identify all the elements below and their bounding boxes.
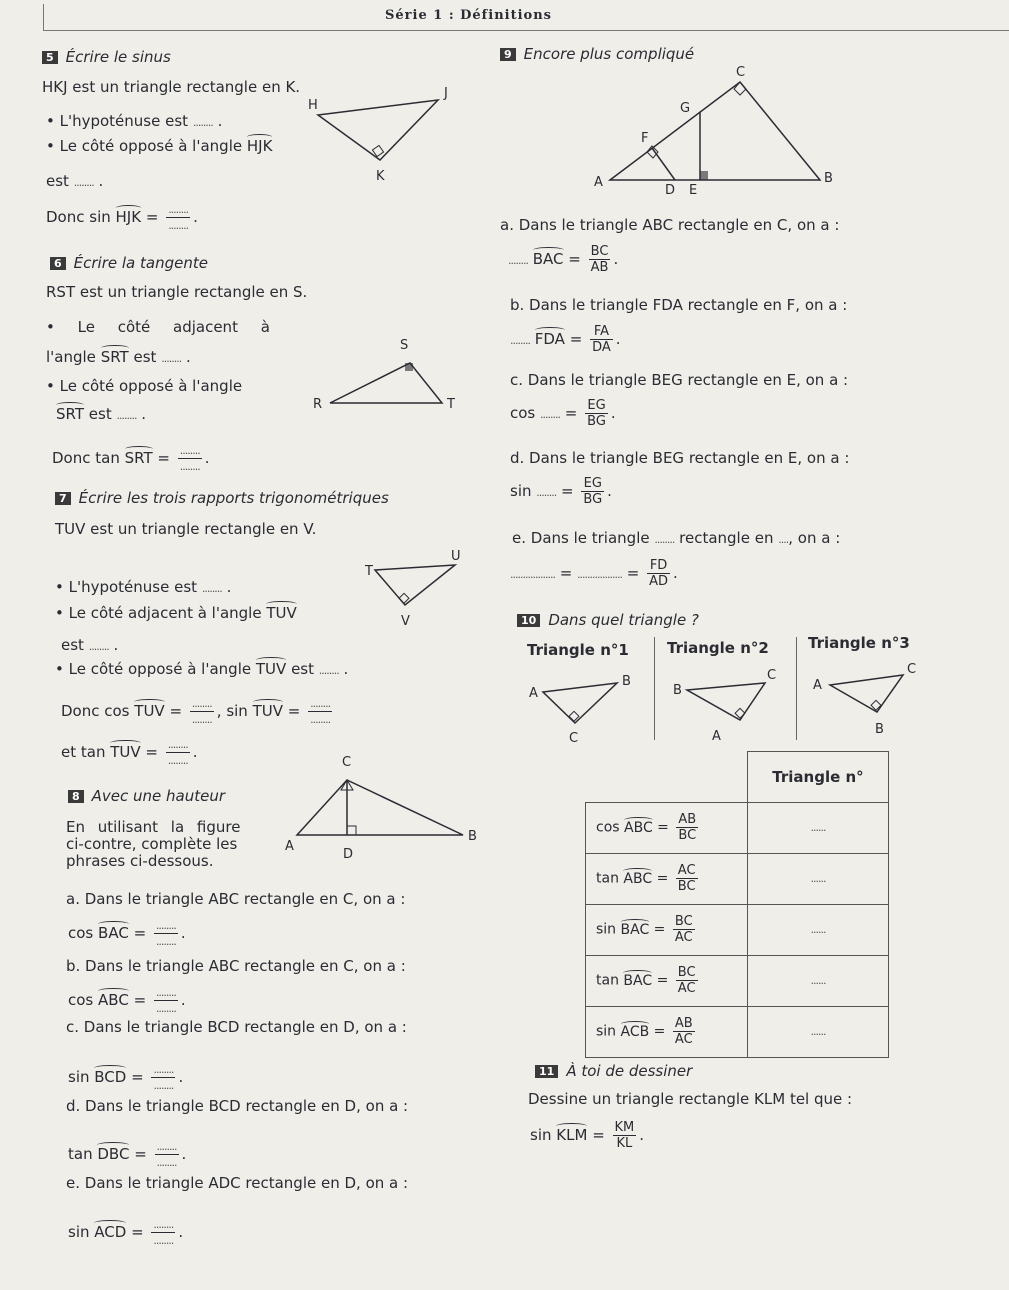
- ex7-tan-fraction[interactable]: [166, 737, 190, 768]
- ex8-c: c. Dans le triangle BCD rectangle en D, on a :: [66, 1018, 407, 1036]
- ex9-label-c: C: [736, 65, 746, 80]
- ex10-row-2-den: BC: [677, 879, 696, 894]
- ex5-q1-text: • L'hypoténuse est: [46, 112, 189, 130]
- ex10-triangle-2: [665, 665, 790, 745]
- ex5-q1: • L'hypoténuse est ........ .: [46, 112, 223, 130]
- ex6-q2b-text: est: [88, 405, 112, 423]
- ex7-q2: [55, 604, 297, 622]
- ex7-donc-text: Donc cos: [61, 702, 130, 720]
- ex9-e-eq: .................. = .................. = $\frac{FD}{AD}$ .: [510, 558, 678, 589]
- ex10-triangle-3-label: Triangle n°3: [808, 634, 910, 652]
- ex10-t2-label-b: B: [673, 683, 682, 698]
- ex10-row-3-answer[interactable]: ......: [748, 904, 889, 955]
- ex8-d-fraction[interactable]: [155, 1139, 179, 1170]
- ex5-num-blank[interactable]: ........: [168, 203, 189, 216]
- ex11-number: 11: [535, 1065, 558, 1078]
- ex10-row-1-fn: cos: [596, 819, 620, 836]
- ex9-d-den: BG: [583, 492, 603, 507]
- ex9-e-vertex-blank[interactable]: ....: [778, 533, 789, 546]
- ex9-b-angle: FDA: [534, 330, 565, 348]
- ex10-row-4-num: BC: [677, 965, 696, 980]
- ex10-row-5-num: AB: [674, 1016, 693, 1031]
- ex8-a-den-blank[interactable]: ........: [155, 935, 176, 948]
- ex8-a: a. Dans le triangle ABC rectangle en C, on a :: [66, 890, 406, 908]
- ex7-q3-blank[interactable]: ........: [318, 664, 339, 677]
- ex9-d-fn: sin: [510, 482, 532, 500]
- ex7-q3-text: • Le côté opposé à l'angle: [55, 660, 252, 678]
- ex6-q2-blank[interactable]: ........: [116, 409, 137, 422]
- ex9-a-blank[interactable]: ........: [508, 254, 528, 267]
- ex7-q3b-text: est: [291, 660, 314, 678]
- ex10-row-5-formula: sin ACB = $\frac{AB}{AC}$: [586, 1006, 748, 1057]
- ex6-q1-blank[interactable]: ........: [161, 352, 182, 365]
- ex8-c-fraction[interactable]: [151, 1062, 175, 1093]
- ex11-drawing-area[interactable]: [528, 1160, 988, 1275]
- ex10-row-4-answer[interactable]: ......: [748, 955, 889, 1006]
- ex8-d: d. Dans le triangle BCD rectangle en D, on a :: [66, 1097, 409, 1115]
- ex8-e: e. Dans le triangle ADC rectangle en D, on a :: [66, 1174, 409, 1192]
- ex6-label-r: R: [313, 397, 323, 412]
- ex7-q2-blank[interactable]: ........: [88, 640, 109, 653]
- ex7-sin-text: , sin: [216, 702, 248, 720]
- ex8-b-num-blank[interactable]: ........: [155, 986, 176, 999]
- ex5-title-text: Écrire le sinus: [65, 48, 171, 66]
- ex5-intro: HKJ est un triangle rectangle en K.: [42, 78, 301, 96]
- ex9-e-num: FD: [647, 558, 670, 574]
- ex9-label-f: F: [641, 131, 649, 146]
- ex11-num: KM: [614, 1120, 635, 1135]
- ex7-cos-den-blank[interactable]: ........: [191, 713, 212, 726]
- ex9-b-fraction: [590, 324, 613, 355]
- ex8-b-fraction[interactable]: [154, 985, 178, 1016]
- ex9-segment-fd: [652, 148, 675, 180]
- ex8-e-fraction[interactable]: [151, 1217, 175, 1248]
- ex9-b-eq: ........ FDA = $\frac{FA}{DA}$ .: [510, 324, 621, 355]
- ex8-c-fn: sin: [68, 1068, 90, 1086]
- ex7-donc-angle: TUV: [134, 702, 165, 720]
- ex10-table-header: Triangle n°: [748, 752, 889, 803]
- page-title: Série 1 : Définitions: [385, 8, 552, 23]
- ex5-donc-text: Donc sin: [46, 208, 111, 226]
- ex9-d-fraction: [581, 476, 604, 507]
- ex9-d-num: EG: [581, 476, 604, 492]
- ex6-number: 6: [50, 257, 66, 270]
- ex10-t2-right-angle: [735, 708, 745, 718]
- ex8-c-eq: sin BCD = $\frac{........}{........}$ .: [68, 1063, 184, 1092]
- ex8-b-den-blank[interactable]: ........: [155, 1002, 176, 1015]
- ex11-title: [535, 1062, 692, 1080]
- ex10-row-2-angle: ABC: [623, 870, 653, 887]
- ex7-q1-blank[interactable]: ........: [201, 582, 222, 595]
- ex5-donc: Donc sin HJK = $\frac{........}{........}$ .: [46, 203, 198, 232]
- ex6-q2b: SRT est ........ .: [56, 405, 147, 423]
- ex7-q2b-text: est: [61, 636, 84, 654]
- ex9-right-angle-c: [734, 82, 746, 95]
- ex7-intro: TUV est un triangle rectangle en V.: [55, 520, 317, 538]
- ex10-row-1-answer[interactable]: ......: [748, 802, 889, 853]
- ex9-label-d: D: [665, 183, 676, 198]
- ex9-c-blank[interactable]: ........: [540, 408, 561, 421]
- ex6-q2-angle: SRT: [56, 405, 85, 423]
- ex8-b: b. Dans le triangle ABC rectangle en C, on a :: [66, 957, 406, 975]
- ex7-q1-text: • L'hypoténuse est: [55, 578, 198, 596]
- ex9-e-fraction: [647, 558, 670, 589]
- ex9-c: c. Dans le triangle BEG rectangle en E, on a :: [510, 371, 849, 389]
- ex10-title: [517, 611, 699, 629]
- ex6-fraction[interactable]: [178, 443, 202, 474]
- ex8-b-fn: cos: [68, 991, 94, 1009]
- ex10-triangle-1-label: Triangle n°1: [527, 641, 629, 659]
- ex8-intro-1: En utilisant la figure: [66, 818, 241, 836]
- ex8-right-angle-d: [347, 826, 356, 835]
- table-row: [586, 1006, 889, 1057]
- ex9-d-blank[interactable]: ........: [536, 486, 557, 499]
- ex8-label-c: C: [342, 755, 352, 770]
- ex9-label-a: A: [594, 175, 603, 190]
- ex7-figure: [355, 545, 485, 630]
- ex9-a-num: BC: [589, 244, 611, 260]
- ex6-num-blank[interactable]: ........: [179, 444, 200, 457]
- ex8-e-num-blank[interactable]: ........: [153, 1218, 174, 1231]
- ex10-row-3-fraction: [673, 914, 695, 945]
- ex6-donc-angle: SRT: [124, 449, 153, 467]
- ex9-b-den: DA: [592, 340, 611, 355]
- ex10-row-1-fraction: [676, 812, 698, 843]
- ex6-q1b: l'angle SRT est ........ .: [46, 348, 191, 366]
- ex9-c-fn: cos: [510, 404, 536, 422]
- ex9-figure: [585, 62, 835, 202]
- ex10-row-2-num: AC: [676, 863, 698, 879]
- ex9-b-blank[interactable]: ........: [510, 334, 530, 347]
- ex10-row-2-fraction: [676, 863, 698, 894]
- ex7-right-angle-mark: [399, 593, 409, 603]
- ex6-den-blank[interactable]: ........: [179, 460, 200, 473]
- ex10-row-3-fn: sin: [596, 921, 617, 938]
- ex8-a-fn: cos: [68, 924, 94, 942]
- ex9-b: b. Dans le triangle FDA rectangle en F, on a :: [510, 296, 848, 314]
- ex8-a-angle: BAC: [98, 924, 129, 942]
- ex9-e1: e. Dans le triangle: [512, 529, 650, 547]
- ex8-b-eq: cos ABC = $\frac{........}{........}$ .: [68, 986, 186, 1015]
- ex7-number: 7: [55, 492, 71, 505]
- ex10-row-2-answer[interactable]: ......: [748, 853, 889, 904]
- ex9-a-den: AB: [590, 260, 609, 275]
- ex10-t2-label-a: A: [712, 729, 721, 744]
- ex10-row-3-num: BC: [674, 914, 693, 929]
- ex6-donc: Donc tan SRT = $\frac{........}{........}$ .: [52, 444, 210, 473]
- ex11-angle: KLM: [556, 1126, 588, 1144]
- ex9-d-eq: sin ........ = $\frac{EG}{BG}$ .: [510, 476, 612, 507]
- ex10-row-5-angle: ACB: [620, 1023, 650, 1040]
- ex9-d: d. Dans le triangle BEG rectangle en E, on a :: [510, 449, 850, 467]
- ex10-t1-label-c: C: [569, 731, 579, 745]
- ex5-q3: est ........ .: [46, 172, 104, 190]
- ex7-title-text: Écrire les trois rapports trigonométriques: [78, 489, 389, 507]
- ex6-q2: • Le côté opposé à l'angle: [46, 377, 243, 395]
- ex10-title-text: Dans quel triangle ?: [548, 611, 699, 629]
- ex10-row-4-fraction: [676, 965, 698, 996]
- ex10-row-3-den: AC: [674, 930, 693, 945]
- ex10-answer-table: [585, 751, 889, 1058]
- ex8-b-angle: ABC: [98, 991, 129, 1009]
- ex5-title: [42, 48, 171, 66]
- ex8-intro-2: ci-contre, complète les: [66, 835, 238, 853]
- ex9-label-g: G: [680, 101, 691, 116]
- ex5-label-h: H: [308, 98, 318, 113]
- ex6-label-t: T: [447, 397, 455, 412]
- ex7-tan: et tan TUV = $\frac{........}{........}$ .: [61, 738, 198, 767]
- ex10-triangle-2-label: Triangle n°2: [667, 639, 769, 657]
- ex8-c-num-blank[interactable]: ........: [153, 1063, 174, 1076]
- ex11-eq: sin KLM = $\frac{KM}{KL}$ .: [530, 1120, 645, 1151]
- ex7-donc: Donc cos TUV = $\frac{........}{........}$ , sin TUV = $\frac{........}{........}$: [61, 697, 331, 726]
- table-row: [586, 904, 889, 955]
- ex8-c-den-blank[interactable]: ........: [153, 1079, 174, 1092]
- ex10-row-3-formula: sin BAC = $\frac{BC}{AC}$: [586, 904, 748, 955]
- ex10-row-2-fn: tan: [596, 870, 619, 887]
- ex6-q1-angle: SRT: [100, 348, 129, 366]
- ex10-triangle-1: [525, 665, 645, 745]
- ex7-q3-angle: TUV: [255, 660, 287, 678]
- table-row: [586, 955, 889, 1006]
- ex5-figure: [300, 85, 470, 190]
- ex9-title: [500, 45, 694, 63]
- ex9-e-triangle-blank[interactable]: ........: [654, 533, 675, 546]
- ex10-row-5-answer[interactable]: ......: [748, 1006, 889, 1057]
- ex5-den-blank[interactable]: ........: [168, 219, 189, 232]
- ex7-sin-num-blank[interactable]: ........: [310, 697, 331, 710]
- ex8-e-angle: ACD: [94, 1223, 127, 1241]
- ex9-label-b: B: [824, 171, 833, 186]
- ex8-d-eq: tan DBC = $\frac{........}{........}$ .: [68, 1140, 187, 1169]
- ex11-den: KL: [616, 1136, 633, 1151]
- ex7-q2-text: • Le côté adjacent à l'angle: [55, 604, 262, 622]
- ex11-title-text: À toi de dessiner: [566, 1062, 693, 1080]
- ex7-tan-den-blank[interactable]: ........: [167, 754, 188, 767]
- ex8-label-b: B: [468, 829, 477, 844]
- table-row: [586, 853, 889, 904]
- ex9-c-fraction: [585, 398, 608, 429]
- ex8-d-num-blank[interactable]: ........: [156, 1140, 177, 1153]
- ex10-row-3-angle: BAC: [620, 921, 650, 938]
- ex7-q3: • Le côté opposé à l'angle TUV est ........ .: [55, 660, 349, 678]
- ex10-row-4-fn: tan: [596, 972, 619, 989]
- ex10-row-1-num: AB: [678, 812, 697, 827]
- ex7-title: [55, 489, 389, 507]
- ex5-q3-blank[interactable]: ........: [73, 176, 94, 189]
- ex8-number: 8: [68, 790, 84, 803]
- ex10-divider-2: [796, 637, 797, 740]
- ex5-q1-blank[interactable]: ........: [192, 116, 213, 129]
- ex10-t1-label-a: A: [529, 686, 538, 701]
- ex10-row-1-formula: cos ABC = $\frac{AB}{BC}$: [586, 802, 748, 853]
- ex8-intro-3: phrases ci-dessous.: [66, 852, 214, 870]
- ex7-cos-num-blank[interactable]: ........: [191, 697, 212, 710]
- ex8-a-num-blank[interactable]: ........: [155, 919, 176, 932]
- ex6-q1c-text: est: [133, 348, 157, 366]
- ex9-e-ratio-blank[interactable]: ..................: [577, 568, 623, 581]
- ex7-label-u: U: [451, 549, 461, 564]
- ex6-title: [50, 254, 208, 272]
- ex10-t3-label-a: A: [813, 678, 822, 693]
- ex9-c-num: EG: [585, 398, 608, 414]
- ex7-q2b: est ........ .: [61, 636, 119, 654]
- ex8-d-den-blank[interactable]: ........: [156, 1156, 177, 1169]
- ex8-d-fn: tan: [68, 1145, 93, 1163]
- ex10-row-1-den: BC: [678, 828, 697, 843]
- ex9-c-den: BG: [587, 414, 606, 429]
- ex5-fraction[interactable]: [166, 202, 190, 233]
- ex7-tan-num-blank[interactable]: ........: [167, 738, 188, 751]
- ex6-q1b-text: l'angle: [46, 348, 96, 366]
- ex11-text: Dessine un triangle rectangle KLM tel que :: [528, 1090, 853, 1108]
- ex9-a: a. Dans le triangle ABC rectangle en C, on a :: [500, 216, 840, 234]
- ex5-q2-text: • Le côté opposé à l'angle: [46, 137, 243, 155]
- ex8-figure: [285, 750, 485, 865]
- ex9-a-eq: ........ BAC = $\frac{BC}{AB}$ .: [508, 244, 619, 275]
- ex8-a-eq: cos BAC = $\frac{........}{........}$ .: [68, 919, 186, 948]
- ex9-e2: rectangle en: [679, 529, 774, 547]
- ex9-b-num: FA: [590, 324, 613, 340]
- ex9-e-fn-blank[interactable]: ..................: [510, 568, 555, 581]
- ex7-cos-fraction[interactable]: [190, 696, 214, 727]
- ex9-a-fraction: [589, 244, 611, 275]
- ex7-sin-angle: TUV: [252, 702, 283, 720]
- ex8-c-angle: BCD: [94, 1068, 127, 1086]
- ex8-e-eq: sin ACD = $\frac{........}{........}$ .: [68, 1218, 184, 1247]
- ex9-a-angle: BAC: [532, 250, 564, 268]
- ex9-title-text: Encore plus compliqué: [523, 45, 695, 63]
- ex10-t1-label-b: B: [622, 674, 631, 689]
- ex8-a-fraction[interactable]: [154, 918, 178, 949]
- table-row: [586, 802, 889, 853]
- ex9-e: [512, 529, 840, 547]
- ex5-q3-text: est: [46, 172, 69, 190]
- ex7-q2-angle: TUV: [266, 604, 297, 622]
- ex9-number: 9: [500, 48, 516, 61]
- ex10-row-5-den: AC: [674, 1032, 693, 1047]
- ex5-label-k: K: [376, 169, 385, 184]
- ex9-e-den: AD: [649, 574, 669, 589]
- ex8-e-fn: sin: [68, 1223, 90, 1241]
- ex5-donc-angle: HJK: [115, 208, 142, 226]
- ex10-row-5-fn: sin: [596, 1023, 617, 1040]
- ex10-row-2-formula: tan ABC = $\frac{AC}{BC}$: [586, 853, 748, 904]
- ex8-label-a: A: [285, 839, 294, 854]
- ex9-label-e: E: [689, 183, 698, 198]
- ex10-row-4-den: AC: [677, 981, 696, 996]
- ex8-label-d: D: [343, 847, 354, 862]
- ex7-sin-den-blank[interactable]: ........: [310, 713, 331, 726]
- ex7-tan-angle: TUV: [110, 743, 141, 761]
- ex8-d-angle: DBC: [97, 1145, 130, 1163]
- ex5-label-j: J: [444, 86, 448, 101]
- ex8-e-den-blank[interactable]: ........: [153, 1234, 174, 1247]
- ex8-title-text: Avec une hauteur: [91, 787, 226, 805]
- ex6-right-angle-mark: [405, 363, 413, 371]
- ex9-e3: , on a :: [788, 529, 841, 547]
- ex7-label-t: T: [365, 564, 373, 579]
- ex11-fn: sin: [530, 1126, 552, 1144]
- ex6-donc-text: Donc tan: [52, 449, 120, 467]
- ex6-figure: [310, 335, 470, 415]
- ex10-row-4-angle: BAC: [623, 972, 653, 989]
- ex10-divider-1: [654, 637, 655, 740]
- ex6-intro: RST est un triangle rectangle en S.: [46, 283, 308, 301]
- ex10-triangle-3: [805, 660, 930, 740]
- ex10-number: 10: [517, 614, 540, 627]
- ex11-fraction: [613, 1120, 637, 1151]
- ex9-right-angle-e: [700, 171, 708, 180]
- ex10-row-5-fraction: [673, 1016, 695, 1047]
- ex7-q1: • L'hypoténuse est ........ .: [55, 578, 232, 596]
- ex10-t3-label-b: B: [875, 722, 884, 737]
- ex7-label-v: V: [401, 614, 410, 629]
- ex9-c-eq: cos ........ = $\frac{EG}{BG}$ .: [510, 398, 616, 429]
- ex6-q1a: • Le côté adjacent à: [46, 318, 270, 336]
- ex10-row-1-angle: ABC: [624, 819, 653, 836]
- ex6-label-s: S: [400, 338, 409, 353]
- ex8-title: [68, 787, 225, 805]
- ex10-t3-label-c: C: [907, 662, 917, 677]
- ex5-q2-angle: HJK: [246, 137, 273, 155]
- ex5-q2: [46, 137, 272, 155]
- ex10-row-4-formula: tan BAC = $\frac{BC}{AC}$: [586, 955, 748, 1006]
- ex7-tan-text: et tan: [61, 743, 106, 761]
- ex7-sin-fraction[interactable]: [308, 696, 332, 727]
- ex5-number: 5: [42, 51, 58, 64]
- ex6-title-text: Écrire la tangente: [73, 254, 208, 272]
- ex10-t2-label-c: C: [767, 668, 777, 683]
- ex10-table-corner: [586, 752, 748, 803]
